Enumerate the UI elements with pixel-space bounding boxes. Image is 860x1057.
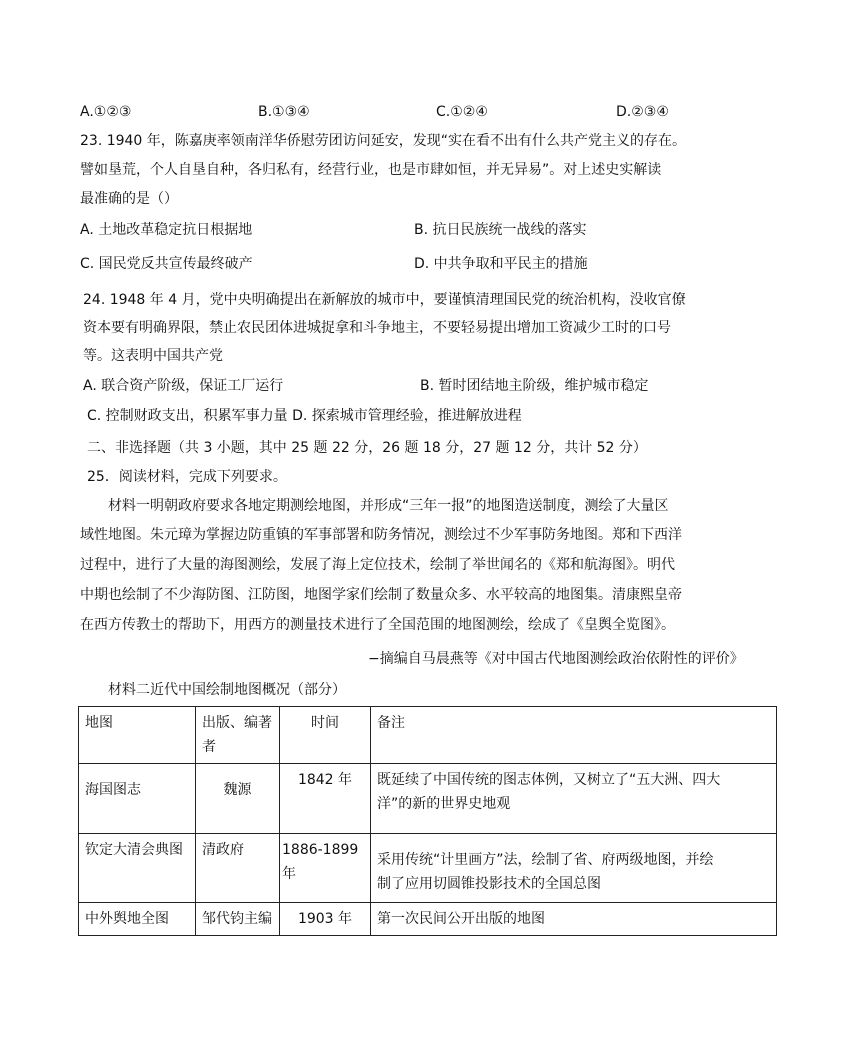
q24-stem-line-2: 资本要有明确界限，禁止农民团体进城捉拿和斗争地主，不要轻易提出增加工资减少工时的口号 [83,320,671,336]
header-author: 出版、编著者 [196,707,280,764]
material1-line-2: 域性地图。朱元璋为掌握边防重镇的军事部署和防务情况，测绘过不少军事防务地图。郑和下西洋 [80,527,682,543]
cell-time: 1886-1899 年 [280,834,371,903]
cell-author: 邹代钧主编 [196,903,280,936]
q22-option-b: B.①③④ [258,104,310,120]
table-row [79,903,777,936]
material1-line-1: 材料一明朝政府要求各地定期测绘地图，并形成“三年一报”的地图造送制度，测绘了大量区 [108,498,669,514]
cell-time: 1842 年 [280,764,371,834]
header-map: 地图 [79,707,196,764]
q24-stem-line-1: 24. 1948 年 4 月，党中央明确提出在新解放的城市中，要谨慎清理国民党的统治机构，没收官僚 [83,292,686,308]
q24-option-cd: C. 控制财政支出，积累军事力量 D. 探索城市管理经验，推进解放进程 [87,408,522,424]
material1-line-5: 在西方传教士的帮助下，用西方的测量技术进行了全国范围的地图测绘，绘成了《皇舆全览图》。 [80,617,675,633]
table-row [79,834,777,903]
maps-table [78,706,777,936]
q23-stem-line-2: 譬如垦荒，个人自垦自种，各归私有，经营行业，也是市肆如恒，并无异易”。对上述史实解读 [80,162,662,178]
cell-map: 中外舆地全图 [79,903,196,936]
q24-option-b: B. 暂时团结地主阶级，维护城市稳定 [420,378,649,394]
q23-stem-line-1: 23. 1940 年，陈嘉庚率领南洋华侨慰劳团访问延安，发现“实在看不出有什么共产党主义的存在。 [80,133,687,149]
q24-option-a: A. 联合资产阶级，保证工厂运行 [83,378,284,394]
q23-option-a: A. 土地改革稳定抗日根据地 [80,222,253,238]
cell-note [371,903,777,936]
q22-option-d: D.②③④ [616,104,669,120]
cell-note [371,834,777,903]
header-note: 备注 [371,707,777,764]
q23-option-b: B. 抗日民族统一战线的落实 [414,222,587,238]
cell-author: 魏源 [196,764,280,834]
note-line: 采用传统“计里画方”法，绘制了省、府两级地图，并绘 [377,852,714,868]
q23-option-d: D. 中共争取和平民主的措施 [414,256,588,272]
header-time: 时间 [280,707,371,764]
material2-title: 材料二近代中国绘制地图概况（部分） [108,682,346,698]
cell-author: 清政府 [196,834,280,903]
material1-line-3: 过程中，进行了大量的海图测绘，发展了海上定位技术，绘制了举世闻名的《郑和航海图》。明代 [80,557,675,573]
table-row [79,764,777,834]
q22-option-c: C.①②④ [436,104,488,120]
q24-stem-line-3: 等。这表明中国共产党 [83,348,223,364]
table-header-row [79,707,777,764]
material1-source: −摘编自马晨燕等《对中国古代地图测绘政治依附性的评价》 [368,651,744,667]
cell-map: 海国图志 [79,764,196,834]
cell-map: 钦定大清会典图 [79,834,196,903]
note-line: 第一次民间公开出版的地图 [377,911,545,927]
cell-time: 1903 年 [280,903,371,936]
note-line: 洋”的新的世界史地观 [377,796,511,812]
note-line: 制了应用切圆锥投影技术的全国总图 [377,876,601,892]
note-line: 既延续了中国传统的图志体例，又树立了“五大洲、四大 [377,772,721,788]
q23-option-c: C. 国民党反共宣传最终破产 [80,256,253,272]
q25-title: 25．阅读材料，完成下列要求。 [87,469,287,485]
material1-line-4: 中期也绘制了不少海防图、江防图，地图学家们绘制了数量众多、水平较高的地图集。清康熙皇帝 [80,587,682,603]
q23-stem-line-3: 最准确的是（） [80,191,178,207]
section2-heading: 二、非选择题（共 3 小题，其中 25 题 22 分，26 题 18 分，27 题 12 分，共计 52 分） [87,440,647,456]
q22-option-a: A.①②③ [80,104,132,120]
cell-note [371,764,777,834]
